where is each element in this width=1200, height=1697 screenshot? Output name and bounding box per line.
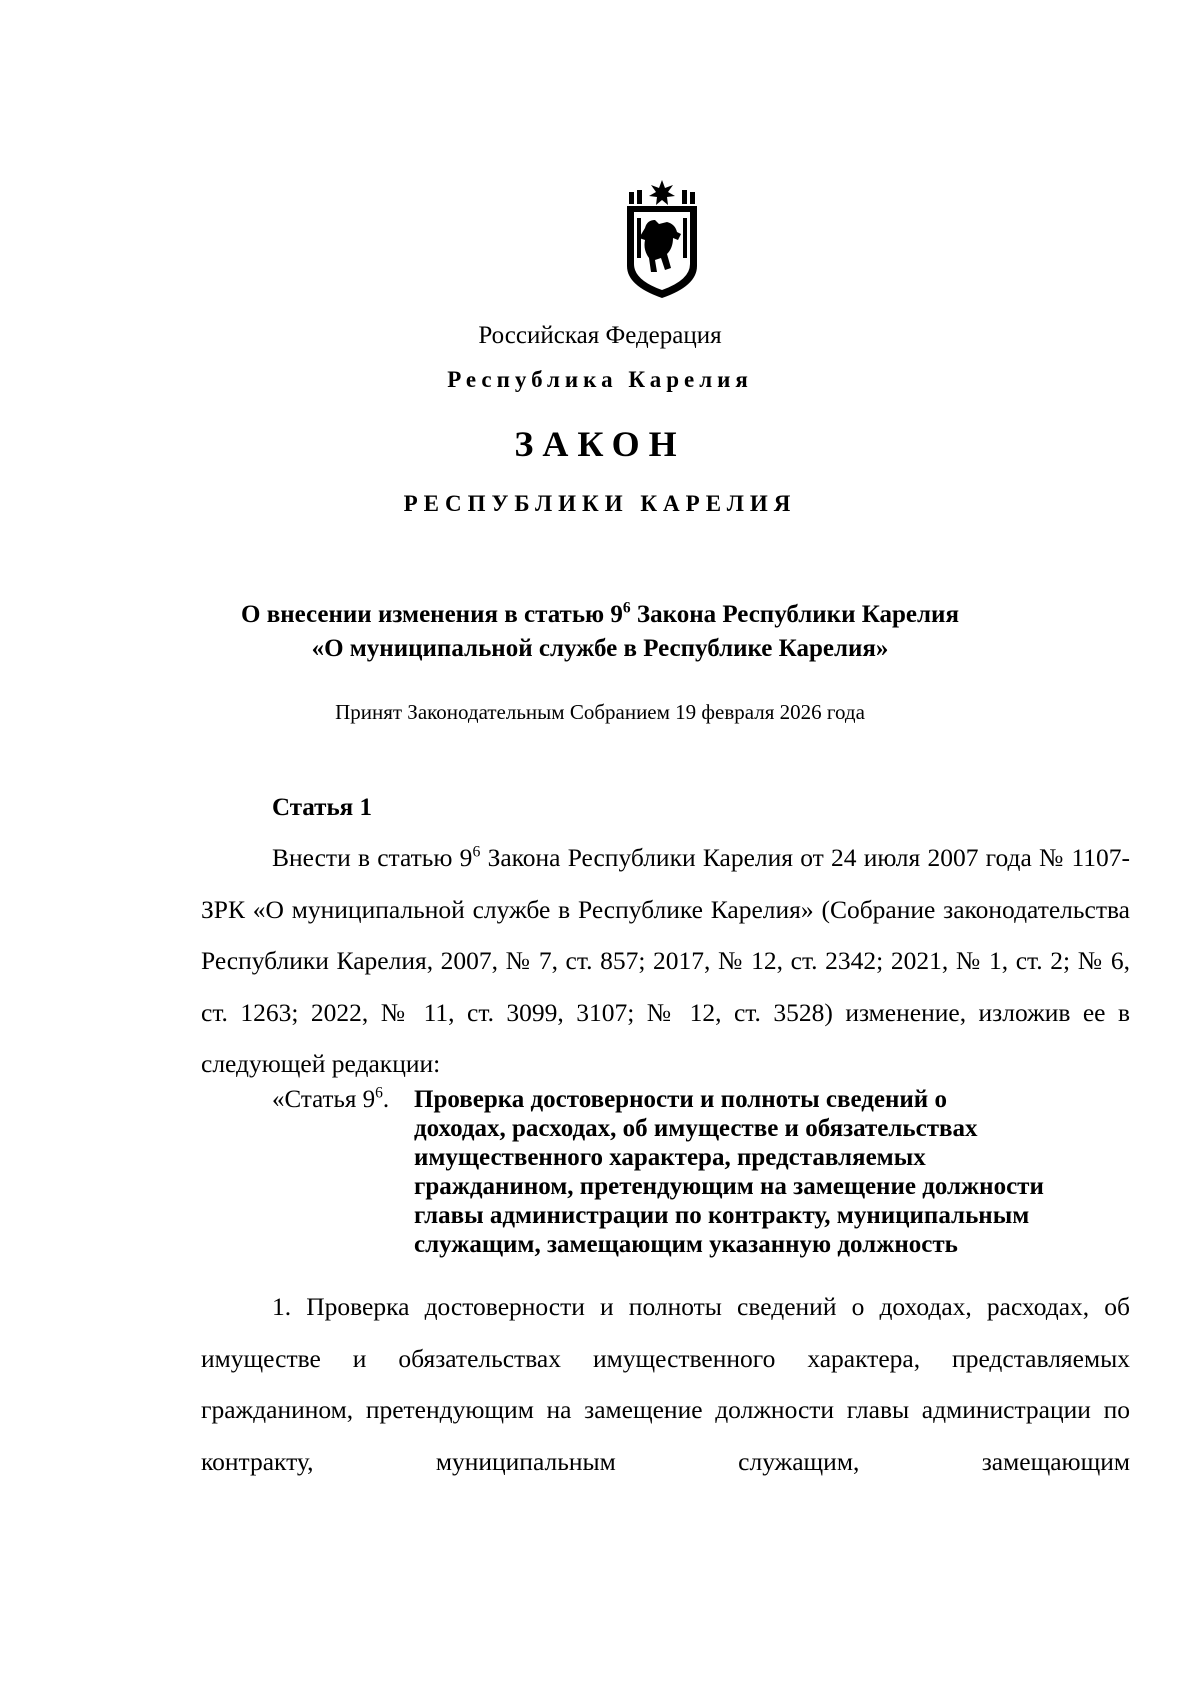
karelia-coat-of-arms-icon	[623, 178, 701, 300]
superscript: 6	[622, 599, 631, 617]
law-heading: ЗАКОН	[514, 424, 686, 464]
new-article-title	[414, 1085, 1134, 1259]
new-article-label: «Статья $9^6$.	[272, 1084, 390, 1113]
law-title-line-1: О внесении изменения в статью $9^6$ Закона Республики Карелия	[241, 599, 959, 628]
superscript: 6	[375, 1084, 383, 1102]
new-article-title-line: главы администрации по контракту, муниципальным	[414, 1202, 1030, 1229]
republic-name: Республика Карелия	[447, 367, 753, 392]
new-article-paragraph-1: 1. Проверка достоверности и полноты сведений о доходах, расходах, об имуществе и обязательствах имущественного характера, представляемых гражданином, претендующим на замещение должности главы администрации по контракту, муниципальным служащим, замещающим	[201, 1292, 1130, 1476]
country-name: Российская Федерация	[478, 322, 722, 349]
new-article-title-line: гражданином, претендующим на замещение должности	[414, 1173, 1044, 1200]
law-title	[0, 598, 1200, 666]
law-title-line-2: «О муниципальной службе в Республике Карелия»	[311, 635, 889, 662]
article-1-heading: Статья 1	[272, 794, 372, 821]
superscript: 6	[472, 843, 481, 861]
new-article-title-line: имущественного характера, представляемых	[414, 1144, 926, 1171]
new-article-title-line: доходах, расходах, об имуществе и обязательствах	[414, 1115, 978, 1142]
adoption-note: Принят Законодательным Собранием 19 февраля 2026 года	[335, 700, 865, 724]
new-article-title-line: Проверка достоверности и полноты сведений о	[414, 1086, 947, 1113]
new-article-title-line: служащим, замещающим указанную должность	[414, 1231, 958, 1258]
article-1-paragraph: Внести в статью $9^6$ Закона Республики Карелия от 24 июля 2007 года № 1107-ЗРК «О муниципальной службе в Республике Карелия» (Собрание законодательства Республики Карелия, 2007, № 7, ст. 857; 2017, № 12, ст. 2342; 2021, № 1, ст. 2; № 6, ст. 1263; 2022, № 11, ст. 3099, 3107; № 12, ст. 3528) изменение, изложив ее в следующей редакции:	[201, 843, 1130, 1078]
law-subheading: РЕСПУБЛИКИ КАРЕЛИЯ	[403, 491, 797, 516]
